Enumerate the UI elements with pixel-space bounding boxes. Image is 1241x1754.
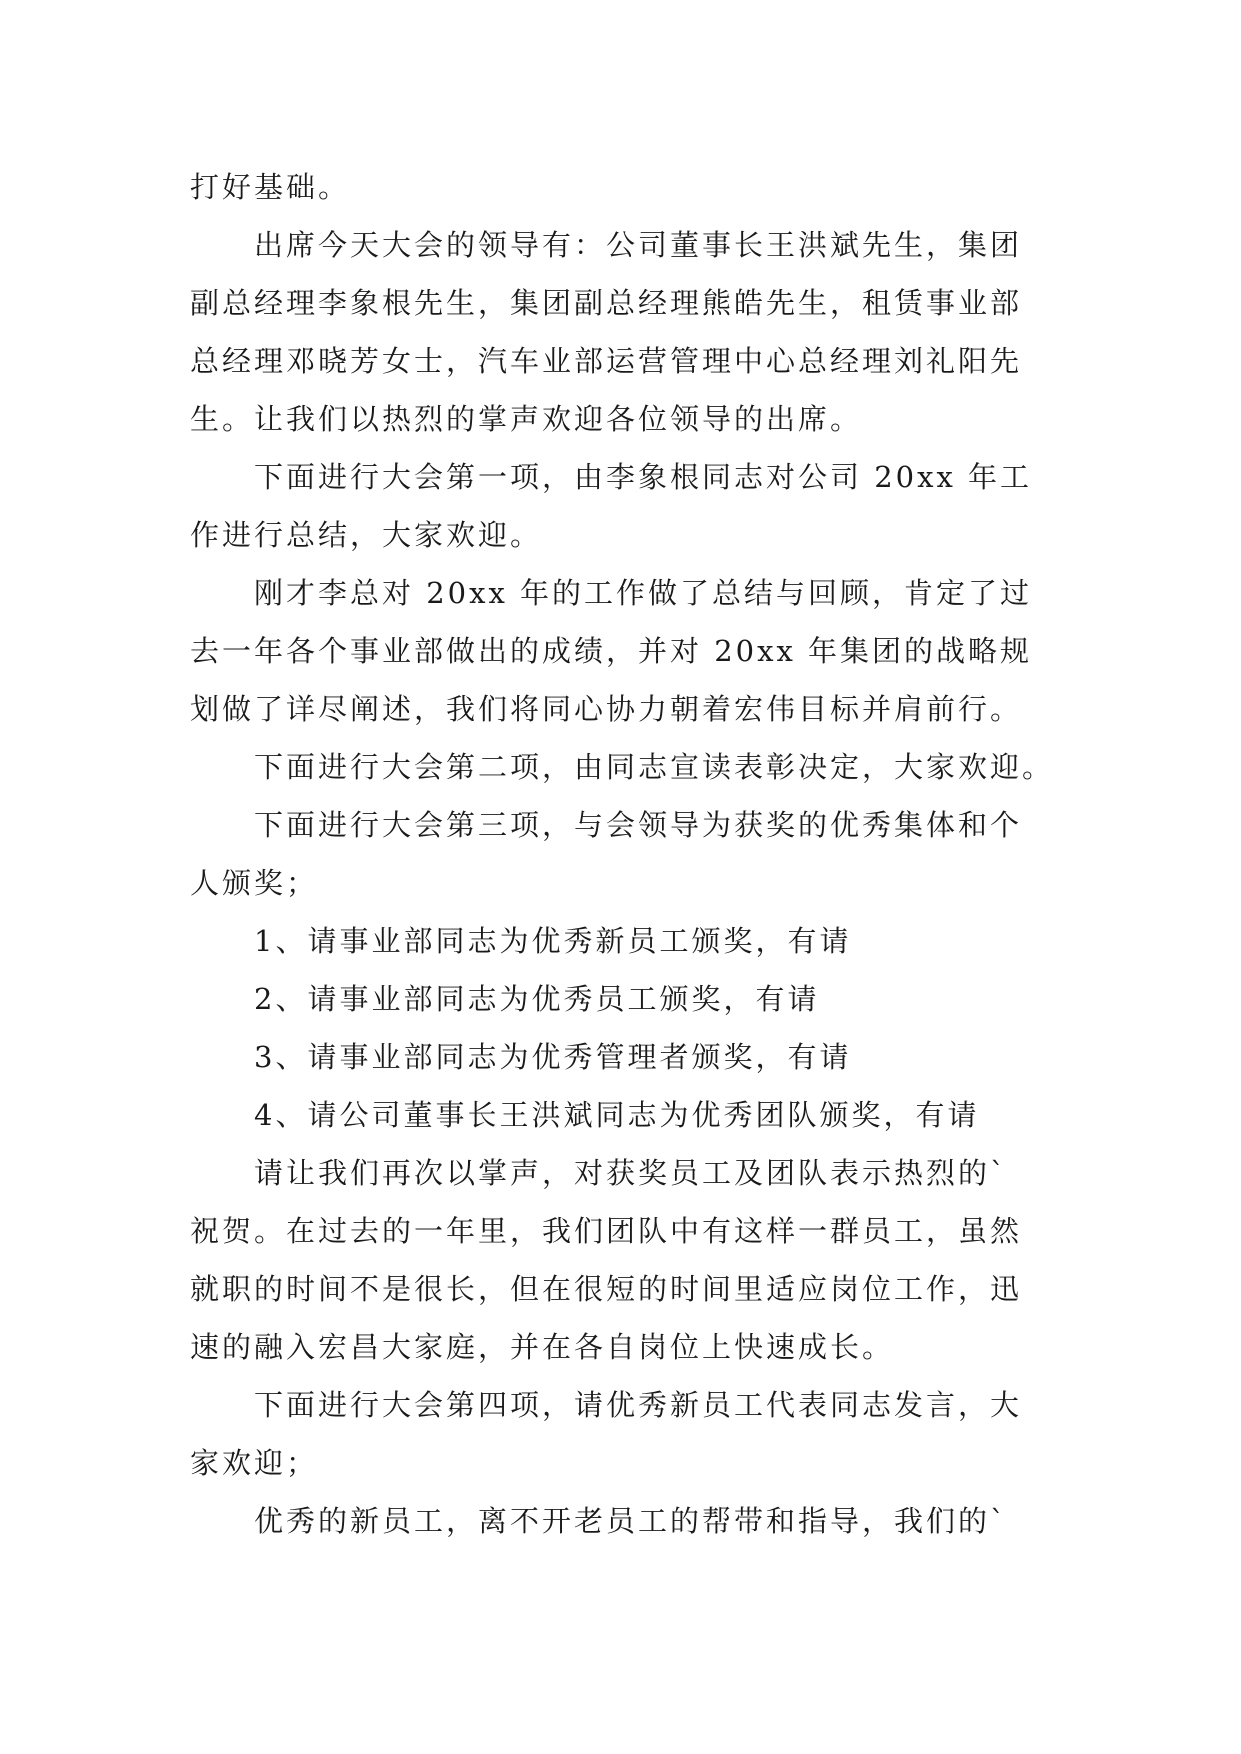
- text-line: 速的融入宏昌大家庭，并在各自岗位上快速成长。: [190, 1330, 895, 1364]
- text-line: 下面进行大会第二项，由同志宣读表彰决定，大家欢迎。: [254, 750, 1055, 784]
- text-line: 刚才李总对 20xx 年的工作做了总结与回顾，肯定了过: [254, 576, 1033, 610]
- text-line: 请让我们再次以掌声，对获奖员工及团队表示热烈的`: [254, 1156, 1008, 1190]
- text-line: 家欢迎；: [190, 1446, 319, 1480]
- text-line: 打好基础。: [190, 170, 351, 204]
- list-item: 2、请事业部同志为优秀员工颁奖，有请: [254, 982, 820, 1016]
- text-line: 下面进行大会第一项，由李象根同志对公司 20xx 年工: [254, 460, 1033, 494]
- text-line: 就职的时间不是很长，但在很短的时间里适应岗位工作，迅: [190, 1272, 1023, 1306]
- text-line: 生。让我们以热烈的掌声欢迎各位领导的出席。: [190, 402, 863, 436]
- text-line: 下面进行大会第四项，请优秀新员工代表同志发言，大: [254, 1388, 1023, 1422]
- text-line: 作进行总结，大家欢迎。: [190, 518, 543, 552]
- text-line: 出席今天大会的领导有：公司董事长王洪斌先生，集团: [254, 228, 1023, 262]
- text-line: 划做了详尽阐述，我们将同心协力朝着宏伟目标并肩前行。: [190, 692, 1023, 726]
- text-line: 祝贺。在过去的一年里，我们团队中有这样一群员工，虽然: [190, 1214, 1023, 1248]
- text-line: 总经理邓晓芳女士，汽车业部运营管理中心总经理刘礼阳先: [190, 344, 1023, 378]
- text-line: 人颁奖；: [190, 866, 319, 900]
- text-line: 副总经理李象根先生，集团副总经理熊皓先生，租赁事业部: [190, 286, 1023, 320]
- document-body: [190, 158, 1070, 1550]
- list-item: 4、请公司董事长王洪斌同志为优秀团队颁奖，有请: [254, 1098, 980, 1132]
- text-line: 优秀的新员工，离不开老员工的帮带和指导，我们的`: [254, 1504, 1008, 1538]
- text-line: 下面进行大会第三项，与会领导为获奖的优秀集体和个: [254, 808, 1023, 842]
- list-item: 1、请事业部同志为优秀新员工颁奖，有请: [254, 924, 852, 958]
- list-item: 3、请事业部同志为优秀管理者颁奖，有请: [254, 1040, 852, 1074]
- text-line: 去一年各个事业部做出的成绩，并对 20xx 年集团的战略规: [190, 634, 1033, 668]
